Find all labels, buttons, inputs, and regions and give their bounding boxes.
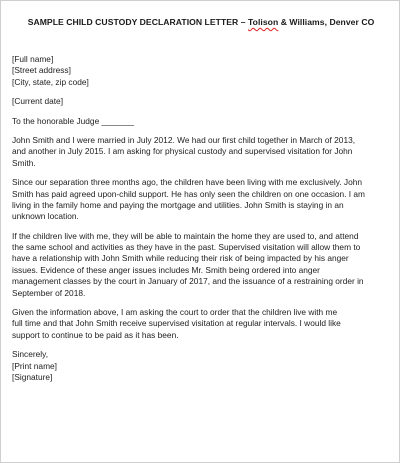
paragraph-line: management classes by the court in January of 2017, and the issuance of a restraining order in — [12, 276, 364, 287]
paragraph-line: and another in July 2015. I am asking for physical custody and supervised visitation for John — [12, 146, 353, 157]
paragraph-line: unknown location. — [12, 211, 79, 222]
paragraph-line: the same school and activities as they have in the past. Supervised visitation will allow them to — [12, 242, 361, 253]
body-paragraph — [12, 307, 392, 341]
sender-city-state-zip: [City, state, zip code] — [12, 76, 89, 87]
letter-title — [1, 17, 400, 27]
body-paragraph — [12, 177, 392, 223]
paragraph-line: John Smith and I were married in July 2012. We had our first child together in March of 2013, — [12, 134, 356, 145]
print-name-placeholder: [Print name] — [12, 360, 57, 371]
paragraph-line: September of 2018. — [12, 287, 86, 298]
salutation: To the honorable Judge _______ — [12, 115, 135, 126]
paragraph-line: have a relationship with John Smith while reducing their risk of being impacted by his anger — [12, 253, 349, 264]
closing: Sincerely, — [12, 349, 49, 360]
body-paragraph — [12, 135, 392, 169]
body-paragraph — [12, 231, 392, 299]
sender-full-name: [Full name] — [12, 54, 54, 64]
title-prefix: SAMPLE CHILD CUSTODY DECLARATION LETTER – — [27, 17, 248, 27]
sender-street-address: [Street address] — [12, 65, 71, 76]
paragraph-line: Since our separation three months ago, the children have been living with me exclusively. John — [12, 177, 363, 188]
paragraph-line: living in the family home and paying the mortgage and utilities. John Smith is staying in an — [12, 199, 344, 210]
paragraph-line: Smith has paid agreed upon-child support. He has only seen the children on one occasion. I am — [12, 188, 365, 199]
letter-paragraphs — [12, 135, 392, 349]
letter-body — [12, 54, 392, 383]
paragraph-line: full time and that John Smith receive supervised visitation at regular intervals. I would like — [12, 318, 341, 329]
signature-placeholder: [Signature] — [12, 371, 53, 382]
paragraph-line: support to continue to be paid as it has been. — [12, 329, 179, 340]
paragraph-line: If the children live with me, they will be able to maintain the home they are used to, and attend — [12, 230, 359, 241]
paragraph-line: issues. Evidence of these anger issues includes Mr. Smith being ordered into anger — [12, 264, 320, 275]
title-spellcheck-word: Tolison — [247, 17, 279, 27]
paragraph-line: Smith. — [12, 157, 36, 168]
title-suffix: & Williams, Denver CO — [278, 17, 375, 27]
letter-date: [Current date] — [12, 96, 64, 107]
paragraph-line: Given the information above, I am asking the court to order that the children live with me — [12, 307, 338, 318]
